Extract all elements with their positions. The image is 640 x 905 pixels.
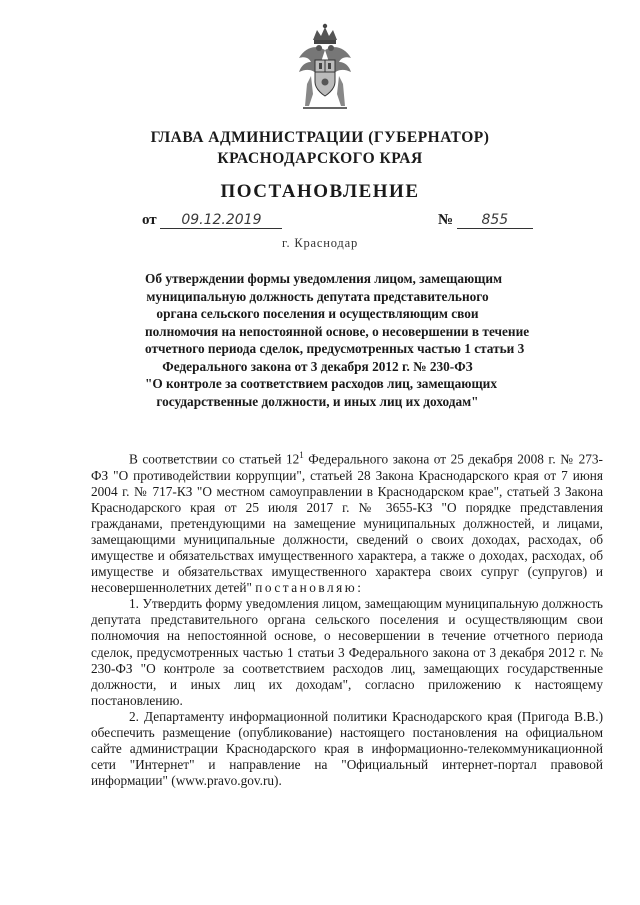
authority-title-line-1: ГЛАВА АДМИНИСТРАЦИИ (ГУБЕРНАТОР)	[150, 129, 490, 146]
title-line: Об утверждении формы уведомления лицом, замещающим	[145, 271, 503, 286]
paragraph-item-2: 2. Департаменту информационной политики Краснодарского края (Пригода В.В.) обеспечить размещение (опубликование) настоящего постановления на официальном сайте администрации Краснодарского края в информационно-телекоммуникационной сети "Интернет" и направление на "Официальный интернет-портал правовой информации" (www.pravo.gov.ru).	[91, 708, 603, 789]
title-line: отчетного периода сделок, предусмотренных частью 1 статьи 3	[145, 341, 525, 356]
coat-of-arms-emblem	[293, 22, 357, 112]
authority-title-line-2: КРАСНОДАРСКОГО КРАЯ	[217, 150, 423, 167]
document-type: ПОСТАНОВЛЕНИЕ	[220, 181, 420, 202]
document-title	[145, 270, 530, 410]
title-line: муниципальную должность депутата представительного	[146, 288, 489, 304]
date-field	[142, 212, 282, 229]
title-line: полномочия на непостоянной основе, о несовершении в течение	[145, 323, 530, 339]
body-text	[91, 447, 603, 789]
title-line: "О контроле за соответствием расходов лиц, замещающих	[145, 376, 497, 391]
resolution-word: постановляю:	[255, 580, 364, 596]
title-line: Федерального закона от 3 декабря 2012 г. № 230-ФЗ	[162, 358, 473, 374]
handwritten-date: 09.12.2019	[160, 212, 282, 229]
title-line: государственные должности, и иных лиц их доходам"	[156, 393, 479, 409]
paragraph-preamble	[91, 447, 603, 596]
title-line: органа сельского поселения и осуществляющим свои	[156, 306, 479, 321]
preamble-start: В соответствии со статьей 12	[129, 451, 300, 467]
city-line: г. Краснодар	[282, 236, 358, 250]
date-prefix: от	[142, 212, 157, 228]
number-field	[438, 212, 533, 229]
preamble-rest: Федерального закона от 25 декабря 2008 г. № 273-ФЗ "О противодействии коррупции", статьей 28 Закона Краснодарского края от 7 июня 2004 г. № 717-КЗ "О местном самоуправлении в Краснодарском крае", статьей 3 Закона Краснодарского края от 25 июля 2017 г. № 3655-КЗ "О порядке представления гражданами, претендующими на замещение муниципальных должностей, и лицами, замещающими муниципальные должности, сведений о своих доходах, расходах, об имуществе и обязательствах имущественного характера, а также о доходах, расходах, об имуществе и обязательствах имущественного характера своих супруг (супругов) и несовершеннолетних детей"	[91, 451, 603, 596]
paragraph-item-1: 1. Утвердить форму уведомления лицом, замещающим муниципальную должность депутата представительного органа сельского поселения и осуществляющим свои полномочия на непостоянной основе, о несовершении в течение отчетного периода сделок, предусмотренных частью 1 статьи 3 Федерального закона от 3 декабря 2012 г. № 230-ФЗ "О контроле за соответствием расходов лиц, замещающих государственные должности, и иных лиц их доходам", согласно приложению к настоящему постановлению.	[91, 596, 603, 708]
number-prefix: №	[438, 212, 454, 228]
article-superscript: 1	[299, 450, 304, 460]
handwritten-number: 855	[457, 212, 533, 229]
